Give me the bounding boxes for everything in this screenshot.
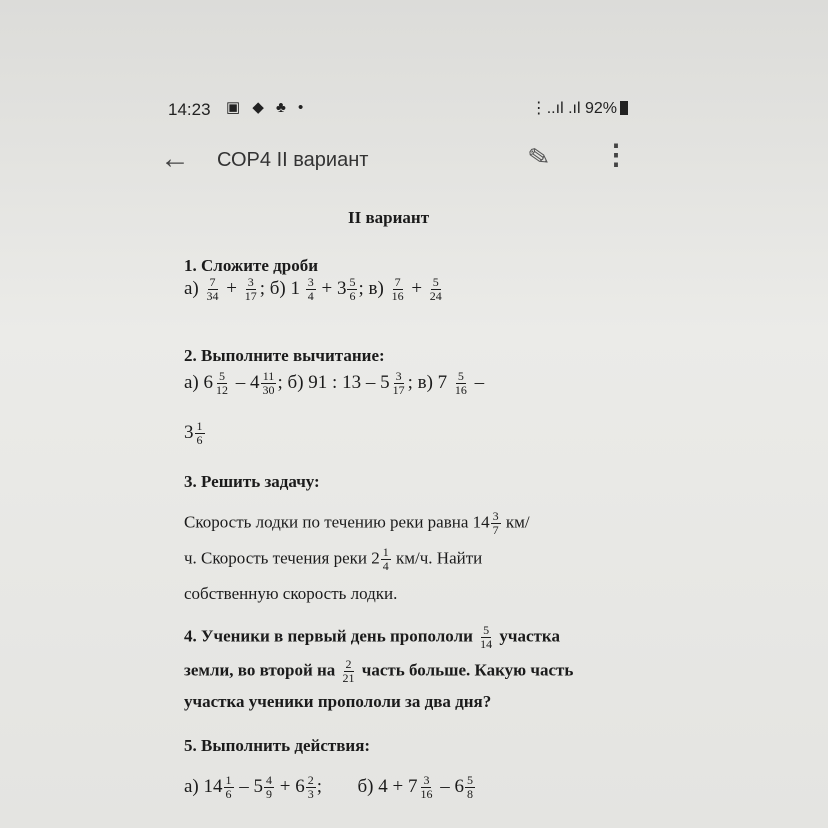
task-3-heading: 3. Решить задачу: (184, 472, 320, 491)
fraction (205, 276, 221, 303)
fraction (478, 624, 494, 651)
t3-text: км/ч. Найти (391, 548, 483, 568)
numerator: 3 (247, 275, 254, 289)
numerator: 3 (492, 509, 499, 523)
denominator: 30 (262, 383, 275, 397)
task-5-heading: 5. Выполнить действия: (184, 736, 371, 755)
fraction (243, 276, 259, 303)
numerator: 5 (349, 275, 356, 289)
fraction (381, 546, 391, 573)
fraction (341, 658, 357, 685)
minus-5: – 5 (239, 775, 264, 797)
numerator: 1 (196, 419, 203, 433)
fraction (391, 370, 407, 397)
denominator: 7 (492, 523, 499, 537)
fraction (347, 276, 357, 303)
notification-icons: ▣ ◆ ♣ • (226, 99, 308, 116)
denominator: 8 (466, 787, 473, 801)
t1-a: а) (184, 277, 199, 299)
t2-a: а) 6 (184, 371, 214, 393)
numerator: 3 (423, 773, 430, 787)
numerator: 5 (432, 275, 439, 289)
plus-3: + 3 (321, 277, 347, 299)
status-bar (168, 96, 628, 124)
numerator: 7 (209, 275, 216, 289)
numerator: 7 (394, 275, 401, 289)
task-4-line-3: участка ученики пропололи за два дня? (184, 692, 492, 711)
t2-c: ; в) 7 (407, 371, 448, 393)
back-arrow-icon[interactable]: ← (160, 142, 190, 175)
signal-icon: ⋮..ıl .ıl (530, 100, 581, 117)
denominator: 16 (420, 787, 433, 801)
t4-text: участка (495, 626, 560, 646)
denominator: 12 (216, 383, 229, 397)
numerator: 1 (382, 545, 389, 559)
t1-b: ; б) 1 (259, 277, 301, 299)
page-title: СОР4 II вариант (217, 149, 369, 171)
numerator: 5 (219, 369, 226, 383)
t4-text: 4. Ученики в первый день пропололи (184, 626, 478, 646)
denominator: 4 (307, 289, 314, 303)
more-vert-icon[interactable]: ⋮ (602, 139, 630, 170)
fraction (224, 774, 234, 801)
task-3-line-3: собственную скорость лодки. (184, 584, 398, 603)
t2-b: ; б) 91 : 13 – 5 (277, 371, 390, 393)
status-right (531, 98, 628, 118)
t5-a: а) 14 (184, 775, 223, 797)
fraction (418, 774, 434, 801)
task-5-expression (184, 774, 476, 801)
t3-text: Скорость лодки по течению реки равна 14 (184, 512, 490, 532)
denominator: 6 (225, 787, 232, 801)
numerator: 11 (262, 369, 275, 383)
task-2-continuation (184, 420, 206, 447)
task-3-line-2 (184, 546, 482, 573)
numerator: 5 (457, 369, 464, 383)
minus: – (474, 371, 485, 393)
numerator: 5 (483, 623, 490, 637)
fraction (306, 774, 316, 801)
battery-icon (620, 101, 628, 115)
numerator: 3 (307, 275, 314, 289)
minus-6: – 6 (440, 775, 464, 797)
task-1-expression (184, 276, 445, 303)
battery-level: 92% (584, 100, 617, 117)
plus: + (226, 277, 237, 299)
t3-text: ч. Скорость течения реки 2 (184, 548, 380, 568)
denominator: 17 (244, 289, 257, 303)
numerator: 3 (395, 369, 402, 383)
numerator: 5 (466, 773, 473, 787)
numerator: 4 (266, 773, 273, 787)
denominator: 34 (206, 289, 219, 303)
pencil-icon[interactable]: ✎ (525, 140, 553, 174)
numerator: 1 (225, 773, 232, 787)
fraction (453, 370, 469, 397)
t3-text: км/ (501, 512, 530, 532)
fraction (491, 510, 501, 537)
fraction (306, 276, 316, 303)
task-2-expression (184, 370, 484, 397)
fraction (261, 370, 277, 397)
t4-text: земли, во второй на (184, 660, 340, 680)
minus-4: – 4 (235, 371, 260, 393)
fraction (214, 370, 230, 397)
denominator: 4 (382, 559, 389, 573)
denominator: 6 (196, 433, 203, 447)
fraction (390, 276, 406, 303)
denominator: 9 (266, 787, 273, 801)
denominator: 17 (392, 383, 405, 397)
task-1-heading: 1. Сложите дроби (184, 256, 319, 275)
denominator: 16 (454, 383, 467, 397)
denominator: 24 (429, 289, 442, 303)
app-bar (150, 140, 630, 184)
fraction (195, 420, 205, 447)
task-4-line-2 (184, 658, 573, 685)
denominator: 14 (480, 637, 493, 651)
numerator: 2 (345, 657, 352, 671)
fraction (465, 774, 475, 801)
numerator: 2 (307, 773, 314, 787)
t4-text: часть больше. Какую часть (357, 660, 574, 680)
task-3-line-1 (184, 510, 530, 537)
plus-6: + 6 (279, 775, 305, 797)
variant-title: II вариант (348, 208, 430, 227)
task-2-heading: 2. Выполните вычитание: (184, 346, 385, 365)
denominator: 21 (342, 671, 355, 685)
denominator: 16 (391, 289, 404, 303)
semicolon: ; (316, 775, 323, 797)
t1-c: ; в) (358, 277, 384, 299)
plus: + (411, 277, 423, 299)
t5-b: б) 4 + 7 (357, 775, 418, 797)
status-time: 14:23 (168, 100, 211, 119)
task-4-line-1 (184, 624, 560, 651)
denominator: 3 (307, 787, 314, 801)
t2-cont: 3 (184, 421, 194, 443)
denominator: 6 (349, 289, 356, 303)
fraction (428, 276, 444, 303)
fraction (264, 774, 274, 801)
